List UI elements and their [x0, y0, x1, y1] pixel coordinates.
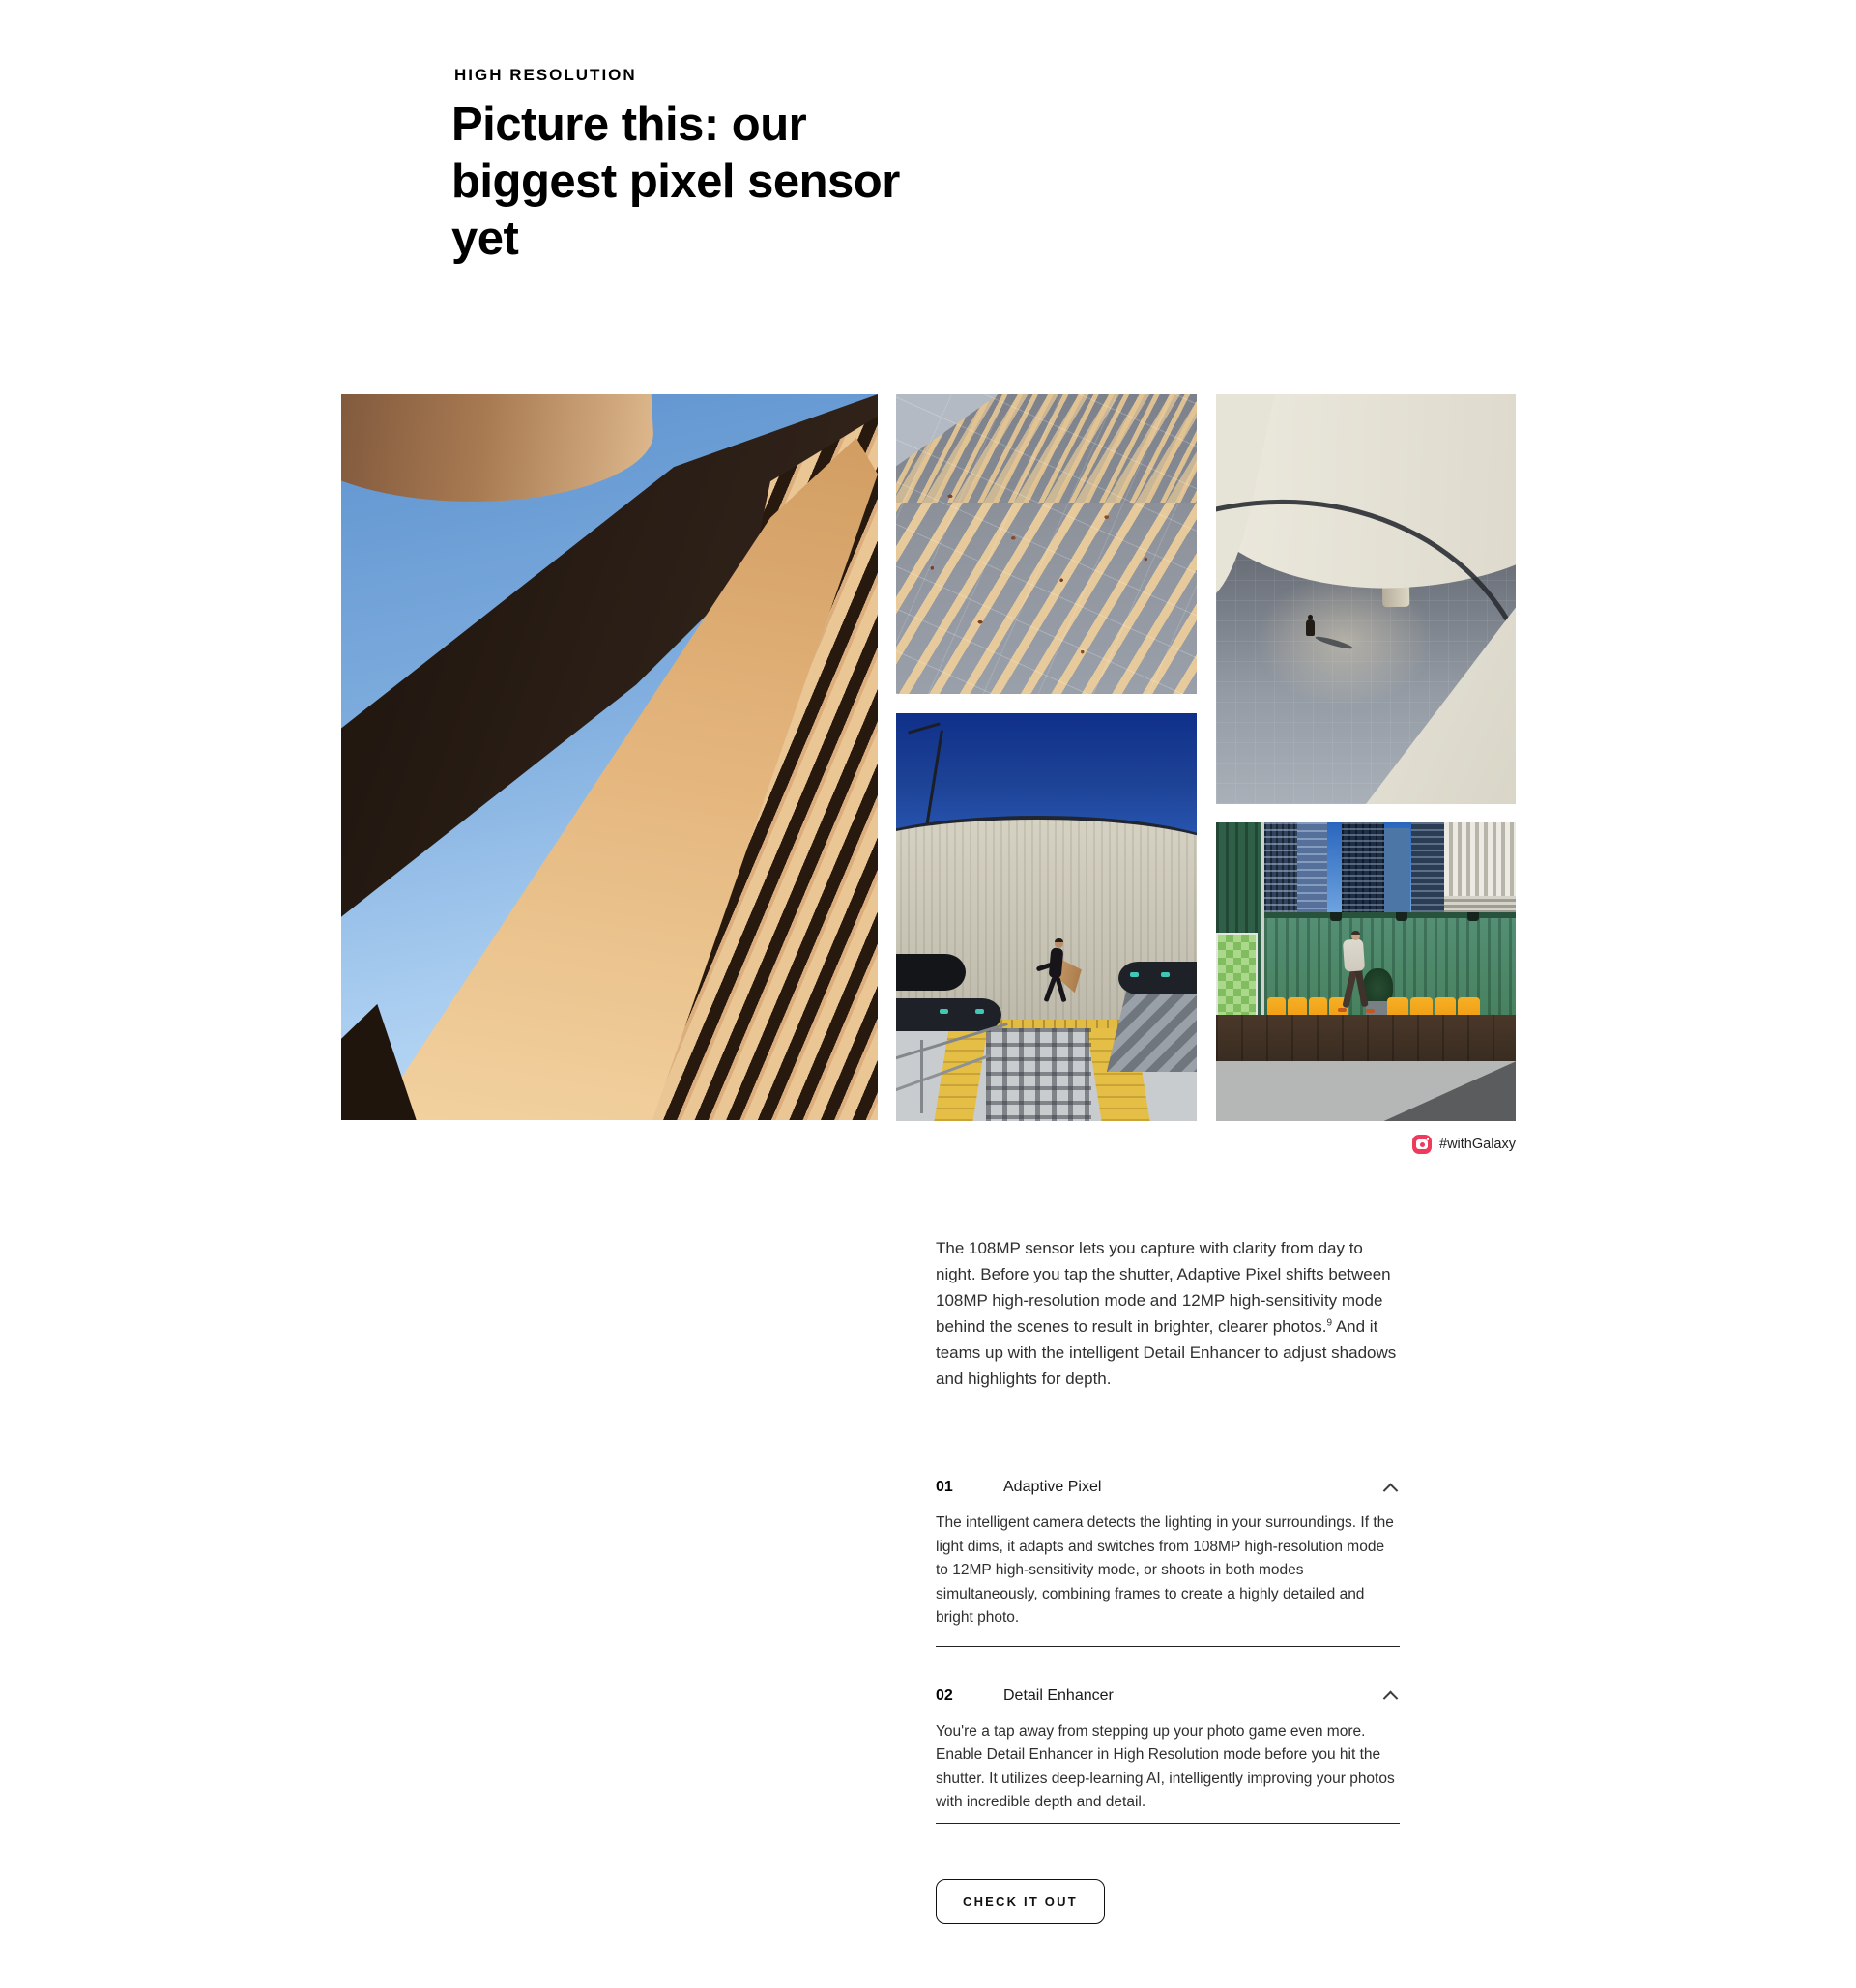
- photo-detail: [1216, 1015, 1516, 1064]
- accordion-item-detail-enhancer: [936, 1684, 1400, 1824]
- photo-detail: [341, 1004, 417, 1120]
- gallery-photo-courtyard-aerial: [1216, 394, 1516, 804]
- accordion-body: You're a tap away from stepping up your photo game even more. Enable Detail Enhancer in High Resolution mode before you hit the shutter. It utilizes deep-learning AI, intelligently improving your photos with incredible depth and detail.: [936, 1722, 1395, 1810]
- with-galaxy-tag[interactable]: [1412, 1135, 1516, 1154]
- with-galaxy-label: #withGalaxy: [1439, 1137, 1516, 1152]
- photo-detail: [1467, 912, 1479, 921]
- photo-detail: [1118, 962, 1197, 994]
- description-text: The 108MP sensor lets you capture with clarity from day to night. Before you tap the shutter, Adaptive Pixel shifts between 108MP high-resolution mode and 12MP high-sensitivity mode behind the scenes to result in brighter, clearer photos.: [936, 1239, 1391, 1336]
- photo-detail: [1396, 912, 1407, 921]
- heading-line: biggest pixel sensor: [451, 156, 900, 208]
- photo-detail: [341, 394, 656, 513]
- photo-detail: [1343, 938, 1365, 971]
- photo-detail: [1330, 912, 1342, 921]
- gallery-photo-plaza-shadows: [896, 394, 1197, 694]
- photo-detail: [1342, 822, 1383, 921]
- photo-detail: [1216, 933, 1258, 1020]
- divider: [936, 1823, 1400, 1824]
- photo-detail: [1351, 932, 1360, 940]
- accordion-title: Adaptive Pixel: [1003, 1479, 1102, 1495]
- gallery-photo-escalator-runner: [896, 713, 1197, 1121]
- instagram-icon: [1412, 1135, 1432, 1154]
- chevron-up-icon: [1383, 1691, 1399, 1707]
- photo-detail: [1366, 1009, 1375, 1013]
- photo-detail: [986, 1028, 1091, 1122]
- accordion-number: 01: [936, 1479, 953, 1495]
- check-it-out-button[interactable]: CHECK IT OUT: [936, 1879, 1105, 1924]
- accordion-title: Detail Enhancer: [1003, 1686, 1114, 1704]
- photo-detail: [920, 1040, 923, 1113]
- heading-line: Picture this: our: [451, 99, 807, 151]
- section-description: [936, 1235, 1402, 1392]
- accordion-number: 02: [936, 1686, 953, 1704]
- photo-detail: [896, 998, 1001, 1031]
- photo-detail: [1297, 822, 1327, 921]
- accordion-body: The intelligent camera detects the lighting in your surroundings. If the light dims, it adapts and switches from 108MP high-resolution mode to 12MP high-sensitivity mode, or shoots in both modes simultaneously, combining frames to create a highly detailed and bright photo.: [936, 1514, 1394, 1626]
- gallery-photo-architecture-louvers: [341, 394, 878, 1120]
- photo-detail: [896, 394, 1197, 694]
- accordion-header[interactable]: [936, 1684, 1400, 1709]
- chevron-up-icon: [1383, 1483, 1399, 1498]
- photo-detail: [896, 954, 966, 991]
- heading-line: yet: [451, 213, 519, 265]
- description-text: And it teams up with the intelligent Detail Enhancer to adjust shadows and highlights for depth.: [936, 1317, 1397, 1388]
- gallery-photo-containers-seats: [1216, 822, 1516, 1121]
- footnote-superscript: 9: [1326, 1317, 1333, 1329]
- photo-detail: [1306, 619, 1315, 636]
- photo-detail: [1338, 1008, 1347, 1012]
- accordion-header[interactable]: [936, 1475, 1400, 1500]
- divider: [936, 1646, 1400, 1647]
- photo-detail: [1055, 939, 1063, 948]
- section-heading: [451, 97, 900, 268]
- photo-detail: [1384, 828, 1411, 921]
- photo-detail: [1264, 822, 1300, 915]
- feature-accordion: [936, 1475, 1400, 1824]
- photo-detail: [1411, 822, 1444, 918]
- section-eyebrow: HIGH RESOLUTION: [454, 66, 637, 84]
- accordion-item-adaptive-pixel: [936, 1475, 1400, 1647]
